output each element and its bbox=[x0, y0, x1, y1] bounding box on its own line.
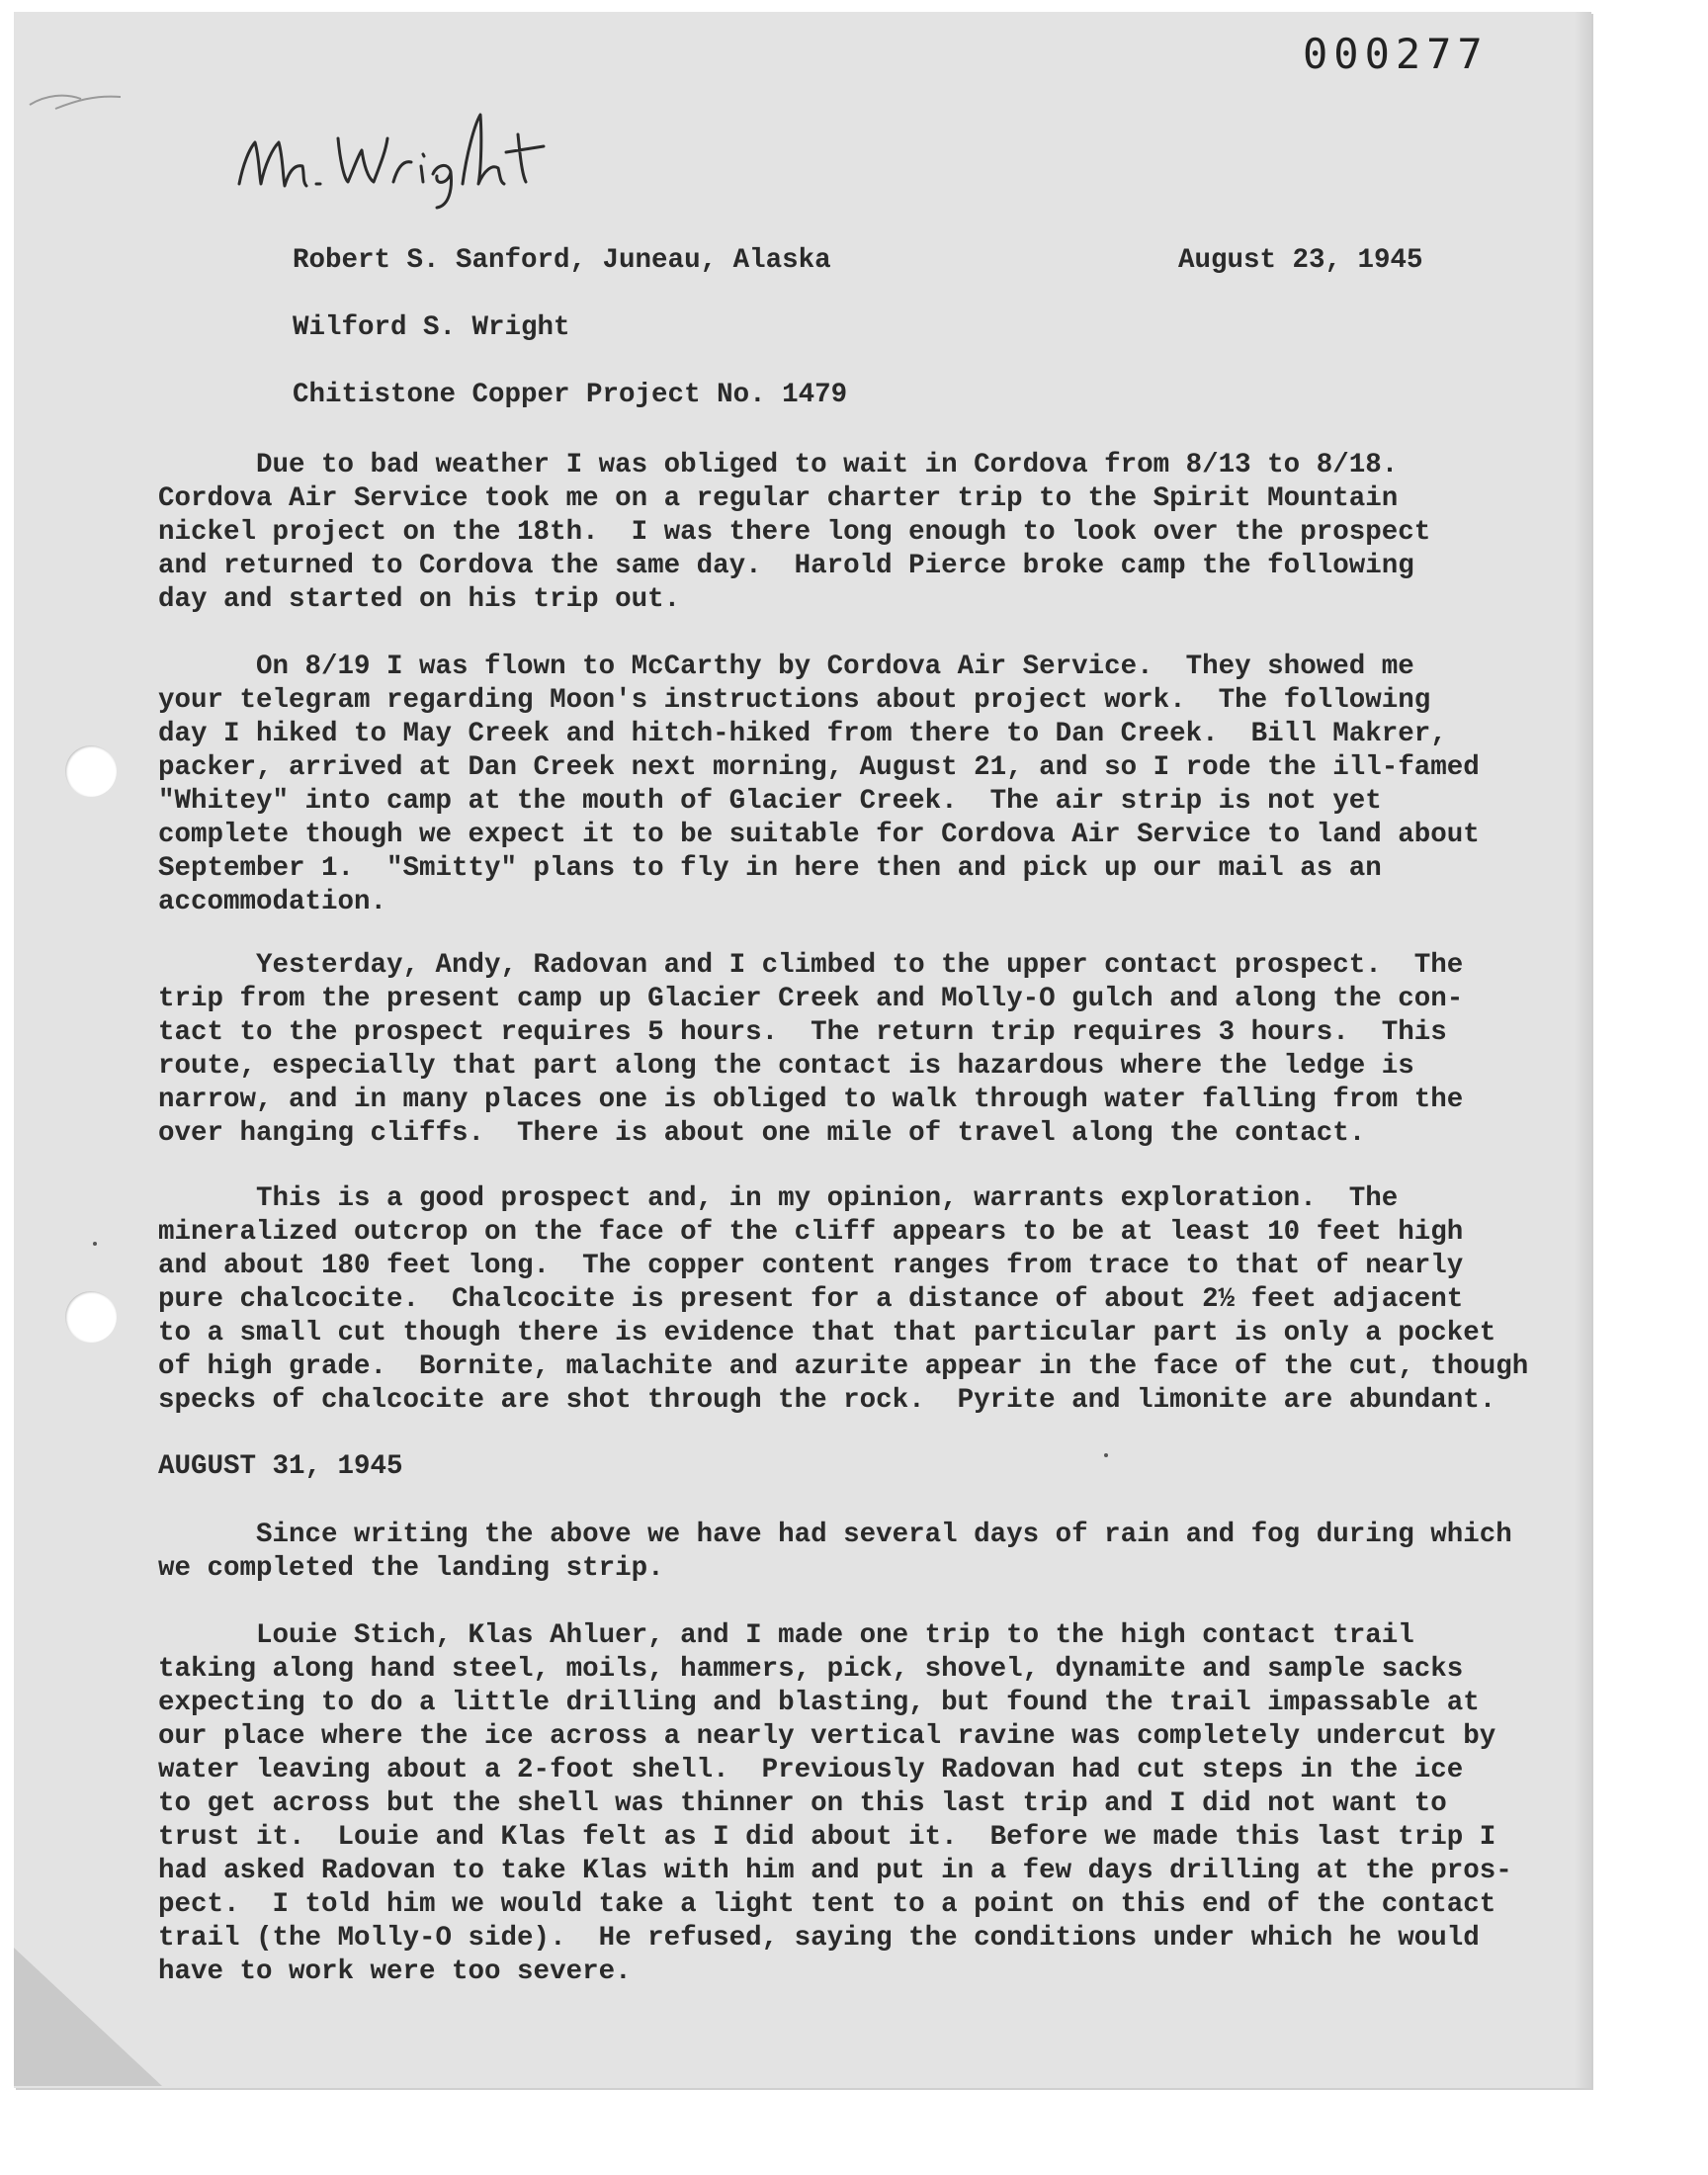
text-line: specks of chalcocite are shot through the rock. Pyrite and limonite are abundant. bbox=[158, 1385, 1496, 1416]
text-line: have to work were too severe. bbox=[158, 1957, 632, 1987]
text-line: trip from the present camp up Glacier Creek and Molly-O gulch and along the con- bbox=[158, 984, 1464, 1014]
text-line: pect. I told him we would take a light tent to a point on this end of the contact bbox=[158, 1889, 1496, 1920]
text-line: and about 180 feet long. The copper content ranges from trace to that of nearly bbox=[158, 1251, 1464, 1281]
subject-line: Chitistone Copper Project No. 1479 bbox=[293, 380, 848, 410]
paragraph-1 bbox=[158, 449, 1562, 617]
text-line: had asked Radovan to take Klas with him and put in a few days drilling at the pros- bbox=[158, 1856, 1512, 1886]
margin-mark bbox=[93, 1242, 97, 1246]
pencil-scribble bbox=[26, 65, 134, 125]
stray-mark bbox=[1104, 1453, 1108, 1457]
text-line: of high grade. Bornite, malachite and azurite appear in the face of the cut, though bbox=[158, 1351, 1529, 1382]
text-line: we completed the landing strip. bbox=[158, 1553, 664, 1584]
text-line: Cordova Air Service took me on a regular charter trip to the Spirit Mountain bbox=[158, 483, 1399, 514]
text-line: complete though we expect it to be suitable for Cordova Air Service to land about bbox=[158, 820, 1480, 850]
handwritten-annotation bbox=[229, 95, 565, 214]
text-line: water leaving about a 2-foot shell. Previously Radovan had cut steps in the ice bbox=[158, 1755, 1464, 1785]
text-line: expecting to do a little drilling and blasting, but found the trail impassable at bbox=[158, 1688, 1480, 1718]
text-line: On 8/19 I was flown to McCarthy by Cordova Air Service. They showed me bbox=[158, 652, 1414, 682]
text-line: "Whitey" into camp at the mouth of Glacier Creek. The air strip is not yet bbox=[158, 786, 1382, 817]
text-line: September 1. "Smitty" plans to fly in here then and pick up our mail as an bbox=[158, 853, 1382, 884]
text-line: day I hiked to May Creek and hitch-hiked from there to Dan Creek. Bill Makrer, bbox=[158, 719, 1447, 749]
paragraph-5 bbox=[158, 1519, 1562, 1586]
text-line: packer, arrived at Dan Creek next morning, August 21, and so I rode the ill-famed bbox=[158, 752, 1480, 783]
recipient-line: Wilford S. Wright bbox=[293, 312, 570, 343]
text-line: our place where the ice across a nearly vertical ravine was completely undercut by bbox=[158, 1721, 1496, 1752]
text-line: and returned to Cordova the same day. Harold Pierce broke camp the following bbox=[158, 551, 1414, 581]
text-line: Since writing the above we have had several days of rain and fog during which bbox=[158, 1520, 1512, 1550]
text-line: your telegram regarding Moon's instructions about project work. The following bbox=[158, 685, 1431, 716]
text-line: over hanging cliffs. There is about one mile of travel along the contact. bbox=[158, 1118, 1366, 1149]
sender-line: Robert S. Sanford, Juneau, Alaska bbox=[293, 245, 831, 276]
folded-corner bbox=[14, 1948, 162, 2086]
document-number: 000277 bbox=[1303, 30, 1489, 78]
text-line: to a small cut though there is evidence that that particular part is only a pocket bbox=[158, 1318, 1496, 1348]
text-line: trail (the Molly-O side). He refused, saying the conditions under which he would bbox=[158, 1923, 1480, 1954]
text-line: day and started on his trip out. bbox=[158, 584, 681, 615]
letter-date: August 23, 1945 bbox=[1178, 245, 1423, 276]
text-line: trust it. Louie and Klas felt as I did about it. Before we made this last trip I bbox=[158, 1822, 1496, 1853]
text-line: Louie Stich, Klas Ahluer, and I made one trip to the high contact trail bbox=[158, 1620, 1414, 1651]
paragraph-6 bbox=[158, 1619, 1562, 1989]
text-line: Yesterday, Andy, Radovan and I climbed to the upper contact prospect. The bbox=[158, 950, 1464, 981]
section-heading-date: AUGUST 31, 1945 bbox=[158, 1451, 403, 1482]
text-line: to get across but the shell was thinner on this last trip and I did not want to bbox=[158, 1788, 1447, 1819]
text-line: mineralized outcrop on the face of the cliff appears to be at least 10 feet high bbox=[158, 1217, 1464, 1248]
paragraph-2 bbox=[158, 651, 1562, 919]
punch-hole-bottom bbox=[65, 1291, 117, 1343]
text-line: tact to the prospect requires 5 hours. The return trip requires 3 hours. This bbox=[158, 1017, 1447, 1048]
text-line: accommodation. bbox=[158, 887, 387, 917]
paragraph-4 bbox=[158, 1182, 1562, 1418]
text-line: nickel project on the 18th. I was there long enough to look over the prospect bbox=[158, 517, 1431, 548]
text-line: route, especially that part along the contact is hazardous where the ledge is bbox=[158, 1051, 1414, 1082]
paragraph-3 bbox=[158, 949, 1562, 1151]
text-line: taking along hand steel, moils, hammers, pick, shovel, dynamite and sample sacks bbox=[158, 1654, 1464, 1685]
text-line: Due to bad weather I was obliged to wait in Cordova from 8/13 to 8/18. bbox=[158, 450, 1399, 480]
punch-hole-top bbox=[65, 745, 117, 797]
text-line: narrow, and in many places one is obliged to walk through water falling from the bbox=[158, 1085, 1464, 1115]
text-line: This is a good prospect and, in my opinion, warrants exploration. The bbox=[158, 1183, 1399, 1214]
text-line: pure chalcocite. Chalcocite is present for a distance of about 2½ feet adjacent bbox=[158, 1284, 1464, 1315]
